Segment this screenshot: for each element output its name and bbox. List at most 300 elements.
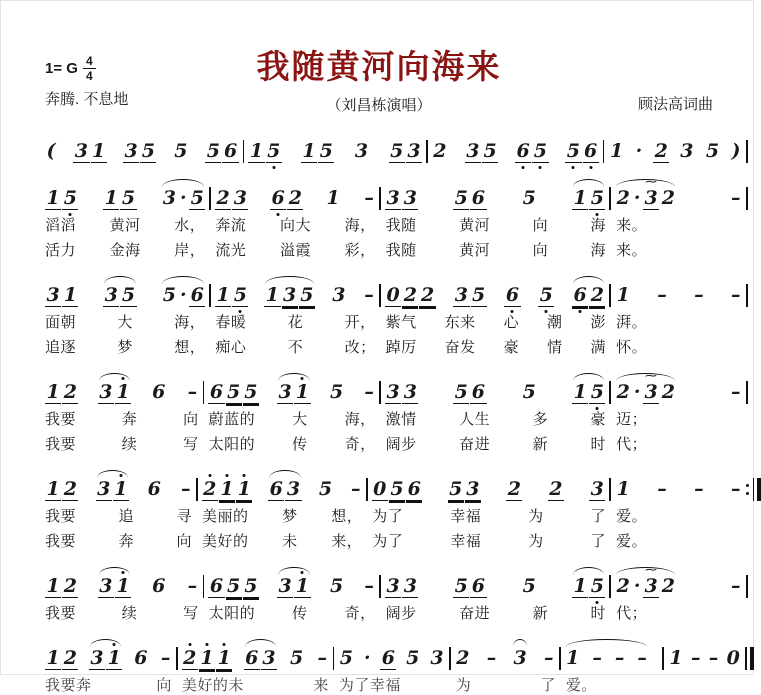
note-group	[146, 479, 162, 500]
note: 3	[278, 380, 292, 403]
note: 5	[227, 380, 241, 403]
lyric-word: 美丽的	[201, 508, 249, 525]
barline	[609, 575, 611, 598]
note: 3	[386, 380, 400, 403]
octave-dot-above	[113, 643, 116, 646]
note: 3	[283, 283, 297, 306]
note: 1	[566, 647, 580, 669]
octave-dot-above	[188, 643, 191, 646]
note: 1	[326, 186, 340, 209]
lyric-word: 续	[121, 605, 138, 622]
note-group	[730, 141, 742, 162]
note: –	[614, 647, 625, 669]
note: 3	[46, 283, 60, 306]
lyric-word: 为了	[372, 533, 404, 550]
slur-group	[572, 576, 605, 598]
note: 3	[233, 186, 247, 209]
lyric-word: 奔流	[215, 217, 247, 234]
barline	[243, 140, 245, 163]
note: –	[694, 284, 704, 306]
note: 2	[202, 479, 218, 501]
lyric-word: 幸福	[450, 533, 482, 550]
barline	[449, 647, 451, 670]
lyric-word: 传	[292, 605, 308, 622]
note-group	[385, 576, 418, 598]
note: –	[731, 380, 741, 403]
note: 5	[62, 188, 78, 210]
note: 5	[318, 477, 333, 500]
measure	[45, 382, 199, 404]
note: –	[160, 646, 171, 669]
note-group	[45, 648, 78, 670]
mordent-mark: ∼	[643, 176, 659, 188]
note: 2	[507, 477, 521, 500]
music-line	[45, 370, 741, 404]
score-header	[45, 41, 713, 115]
lyric-word: 海，	[344, 411, 376, 428]
slur-group	[615, 564, 676, 598]
note-group	[521, 382, 537, 403]
note: 1	[219, 479, 235, 501]
note-group	[182, 648, 233, 670]
note-group	[73, 141, 106, 163]
note-group	[615, 285, 631, 306]
measure	[208, 576, 375, 598]
barline	[209, 284, 211, 307]
measure	[45, 285, 205, 307]
performer-subtitle: （刘昌栋演唱）	[326, 97, 432, 114]
lyric-word: 流光	[215, 242, 247, 259]
note: 3	[403, 186, 417, 209]
lyric-word: 向	[156, 677, 172, 694]
slur-group	[572, 188, 605, 210]
note-group	[385, 285, 436, 307]
lyrics-line	[45, 214, 713, 235]
note-group	[453, 576, 486, 598]
note-group	[215, 285, 248, 307]
note-group	[329, 576, 345, 597]
note: 3	[354, 139, 369, 162]
note-group	[103, 188, 136, 210]
note: 1	[216, 283, 230, 306]
barline	[609, 187, 611, 210]
measure	[248, 141, 422, 163]
slur-group	[89, 648, 122, 670]
octave-dot-above	[119, 474, 122, 477]
note: 1	[609, 139, 624, 162]
key-label: 1= G	[45, 60, 78, 77]
note: 3	[407, 139, 421, 162]
octave-dot-above	[225, 474, 228, 477]
lyric-word: 大	[292, 411, 308, 428]
lyric-cell	[45, 214, 205, 235]
note: 2	[661, 186, 675, 209]
lyric-cell: 来。	[616, 217, 648, 234]
lyrics-line	[45, 674, 713, 694]
barline	[203, 575, 205, 598]
note: 5	[390, 139, 404, 162]
note-group	[538, 285, 554, 307]
note-group	[730, 576, 743, 597]
slur-group	[98, 382, 131, 404]
barline	[746, 381, 748, 404]
music-line	[45, 176, 741, 210]
note-group	[186, 382, 199, 403]
note-group	[693, 479, 706, 500]
lyric-word: 向	[532, 242, 549, 259]
score-system	[45, 273, 741, 357]
lyrics-line	[45, 336, 713, 357]
note: 3	[99, 380, 113, 403]
note: 5	[206, 139, 220, 162]
measure	[338, 648, 445, 670]
slur-group	[161, 188, 205, 210]
barline	[746, 575, 748, 598]
note: 1	[302, 139, 316, 162]
barline	[379, 284, 381, 307]
note: 5	[454, 380, 468, 403]
note: 2	[616, 380, 630, 403]
lyric-word: 追逐	[45, 339, 77, 356]
barline	[603, 140, 605, 163]
measure	[615, 564, 742, 598]
note: 5	[472, 283, 486, 306]
note: 6	[147, 477, 161, 500]
lyric-word: 花	[287, 314, 304, 331]
score-system	[45, 129, 741, 163]
barline	[426, 140, 428, 163]
lyric-word: 蔚蓝的	[208, 411, 256, 428]
note: 3	[90, 646, 104, 669]
note: 3	[386, 186, 400, 209]
lyric-cell	[45, 408, 199, 429]
note: 3	[466, 139, 480, 162]
lyric-word: 阔步	[385, 436, 417, 453]
slur-group	[277, 382, 310, 404]
note: 1	[113, 479, 129, 501]
note: –	[364, 283, 374, 306]
note: 5	[244, 574, 258, 597]
lyric-word: 澎	[590, 314, 607, 331]
note: 5	[227, 574, 241, 597]
note-group	[208, 382, 259, 404]
measure	[215, 285, 375, 307]
lyric-word: 满	[590, 339, 607, 356]
measure	[432, 141, 599, 163]
lyric-word: 踔厉	[385, 339, 417, 356]
note-group	[123, 141, 156, 163]
measure	[615, 370, 742, 404]
lyric-word: 黄河	[459, 242, 491, 259]
lyric-cell	[45, 239, 205, 260]
score-body	[45, 129, 741, 694]
lyric-word: 活力	[45, 242, 77, 259]
note: 5	[538, 285, 554, 307]
lyric-word: 我随	[385, 217, 417, 234]
note: 5	[174, 139, 188, 162]
note-group	[45, 188, 78, 210]
note: 3	[99, 574, 113, 597]
lyric-word: 写	[183, 436, 199, 453]
octave-dot-above	[301, 377, 304, 380]
note-group	[453, 285, 486, 307]
note: 5	[705, 139, 720, 162]
note: 1	[115, 382, 131, 404]
header-center	[215, 41, 543, 115]
lyric-cell	[456, 674, 556, 695]
note-group	[453, 382, 486, 404]
note: ·	[364, 646, 371, 669]
slur-group	[103, 285, 136, 307]
note: –	[694, 478, 704, 500]
meter-denominator: 4	[85, 69, 93, 83]
note: 1	[46, 380, 60, 403]
note-group	[385, 188, 418, 210]
note: 5	[190, 186, 204, 209]
note: 5	[300, 283, 314, 306]
note: 5	[390, 477, 404, 500]
mordent-mark: ∼	[643, 370, 659, 382]
note: 3	[286, 477, 301, 500]
note: –	[731, 574, 741, 597]
note-group	[589, 479, 605, 501]
lyric-word: 未	[282, 533, 298, 550]
lyric-word: 阔步	[385, 605, 417, 622]
lyrics-line	[45, 239, 713, 260]
lyric-cell	[182, 674, 329, 695]
note: 3 ∼	[643, 176, 659, 209]
note-group	[453, 188, 486, 210]
measure	[45, 479, 192, 501]
lyrics-line	[45, 530, 713, 551]
note-group	[455, 648, 471, 669]
note: 6	[572, 285, 588, 307]
barline	[379, 381, 381, 404]
note: –	[364, 574, 374, 597]
barline	[209, 187, 211, 210]
octave-dot-below	[239, 310, 242, 313]
note-group	[316, 648, 329, 669]
lyric-word: 太阳的	[208, 605, 256, 622]
lyric-word: 时	[590, 605, 607, 622]
lyric-cell: 爱。	[616, 508, 648, 525]
note: 6	[134, 646, 148, 669]
note: –	[637, 647, 647, 669]
lyric-word: 梦	[117, 339, 133, 356]
lyric-word: 为	[528, 508, 544, 525]
note: –	[187, 380, 198, 403]
note: 1	[294, 382, 310, 404]
measure	[45, 576, 199, 598]
note-group	[389, 141, 422, 163]
lyric-cell	[45, 433, 199, 454]
slur-group	[572, 285, 605, 307]
lyric-word: 东来	[444, 314, 476, 331]
lyric-word: 幸福	[450, 508, 482, 525]
note: 3 ∼	[643, 370, 659, 403]
meter-numerator: 4	[83, 55, 96, 69]
lyric-word: 面朝	[45, 314, 77, 331]
barline	[609, 478, 611, 501]
lyric-word: 我要	[45, 436, 77, 453]
note: 6	[471, 380, 486, 403]
measure	[45, 188, 205, 210]
note: 3	[278, 574, 292, 597]
lyric-word: 奋进	[459, 605, 491, 622]
note: 1	[573, 574, 587, 597]
note: 6	[515, 141, 531, 163]
measure	[385, 188, 605, 210]
lyric-cell	[372, 530, 606, 551]
note: 6	[583, 141, 599, 163]
lyric-cell	[209, 433, 376, 454]
octave-dot-above	[122, 571, 125, 574]
lyric-word: 了	[590, 508, 607, 525]
mordent-mark: ∼	[643, 564, 659, 576]
note: 5	[232, 285, 248, 307]
note-group	[608, 141, 624, 162]
note-group	[725, 648, 741, 669]
slur-group	[572, 382, 605, 404]
note-group	[485, 648, 498, 669]
octave-dot-above	[223, 643, 226, 646]
note: ·	[633, 380, 641, 403]
note-group	[615, 479, 631, 500]
note: 2	[549, 477, 563, 500]
lyric-cell	[372, 505, 606, 526]
lyric-word: 向	[176, 533, 192, 550]
note: 2	[182, 648, 198, 670]
note-group	[429, 648, 445, 669]
note: 3	[466, 477, 480, 500]
note: 3	[454, 283, 469, 306]
lyric-cell	[45, 530, 192, 551]
note: 3	[162, 186, 176, 209]
note: 2	[661, 574, 675, 597]
note: 5	[589, 382, 605, 404]
lyric-cell: 代；	[616, 605, 648, 622]
note-group	[521, 576, 537, 597]
note-group	[405, 648, 421, 669]
note-group	[656, 285, 669, 306]
barline	[609, 284, 611, 307]
note: 2	[420, 283, 435, 306]
lyric-cell	[45, 336, 205, 357]
lyric-word: 写	[183, 605, 199, 622]
note: 5	[454, 574, 468, 597]
lyric-word: 奔	[118, 533, 134, 550]
octave-dot-above	[205, 643, 208, 646]
note-group	[349, 479, 362, 500]
note-group	[301, 141, 334, 163]
note-group	[159, 648, 172, 669]
lyric-word: 春暖	[215, 314, 247, 331]
note: 1	[216, 648, 232, 670]
note: 2	[616, 186, 630, 209]
lyric-word: 我随	[385, 242, 417, 259]
lyric-word: 为了	[372, 508, 404, 525]
lyric-word: 美好的未	[181, 677, 244, 694]
note-group	[730, 188, 743, 209]
lyric-cell	[209, 602, 376, 623]
lyric-cell: 迈；	[616, 411, 648, 428]
measure	[215, 188, 375, 210]
note-group	[288, 648, 304, 669]
note: 5	[522, 574, 536, 597]
lyric-word: 豪	[590, 411, 607, 428]
note: 5	[289, 646, 304, 669]
note: 1	[104, 186, 118, 209]
note-group	[693, 285, 706, 306]
octave-dot-below	[69, 213, 72, 216]
measure	[208, 382, 375, 404]
note-group	[202, 479, 253, 501]
octave-dot-below	[572, 166, 575, 169]
lyrics-line	[45, 408, 713, 429]
lyric-word: 开，	[344, 314, 376, 331]
lyric-cell	[215, 214, 375, 235]
note-group	[542, 648, 555, 669]
octave-dot-below	[272, 166, 275, 169]
lyric-cell	[386, 239, 606, 260]
lyric-word: 改；	[344, 339, 376, 356]
lyric-word: 向	[183, 411, 199, 428]
note: 3	[430, 646, 444, 669]
lyric-word: 我要奔	[45, 677, 92, 694]
note: 2	[661, 380, 675, 403]
lyric-word: 黄河	[109, 217, 141, 234]
song-title: 我随黄河向海来	[256, 48, 502, 85]
note-group	[45, 285, 78, 307]
note-group	[173, 141, 189, 162]
note: ·	[635, 139, 643, 162]
note: 2	[288, 186, 302, 209]
barline	[176, 647, 178, 670]
note: 1	[294, 576, 310, 598]
note: 1	[63, 283, 77, 306]
note-group	[329, 382, 345, 403]
note: 5	[522, 186, 536, 209]
lyric-word: 海	[590, 242, 607, 259]
note: 6	[190, 283, 204, 306]
note: 1	[115, 576, 131, 598]
lyric-word: 来，	[331, 533, 363, 550]
note-group	[45, 576, 78, 598]
note: 5	[141, 139, 155, 162]
lyric-cell	[386, 214, 606, 235]
note: 2	[590, 283, 604, 306]
measure	[372, 479, 606, 501]
repeat-barline	[746, 478, 761, 501]
barline	[746, 284, 748, 307]
note: 3	[403, 574, 417, 597]
barline	[662, 647, 664, 670]
final-barline	[745, 647, 754, 670]
measure	[565, 648, 659, 669]
note: –	[731, 186, 741, 209]
note: 6	[152, 574, 166, 597]
note-group	[730, 382, 743, 403]
lyric-word: 想，	[331, 508, 363, 525]
note: )	[731, 139, 741, 162]
note: 2	[63, 574, 77, 597]
note: 3	[104, 283, 118, 306]
note-group	[363, 382, 376, 403]
music-line	[45, 129, 741, 163]
lyric-word: 了	[540, 677, 556, 694]
note: –	[187, 574, 198, 597]
note: –	[364, 186, 374, 209]
